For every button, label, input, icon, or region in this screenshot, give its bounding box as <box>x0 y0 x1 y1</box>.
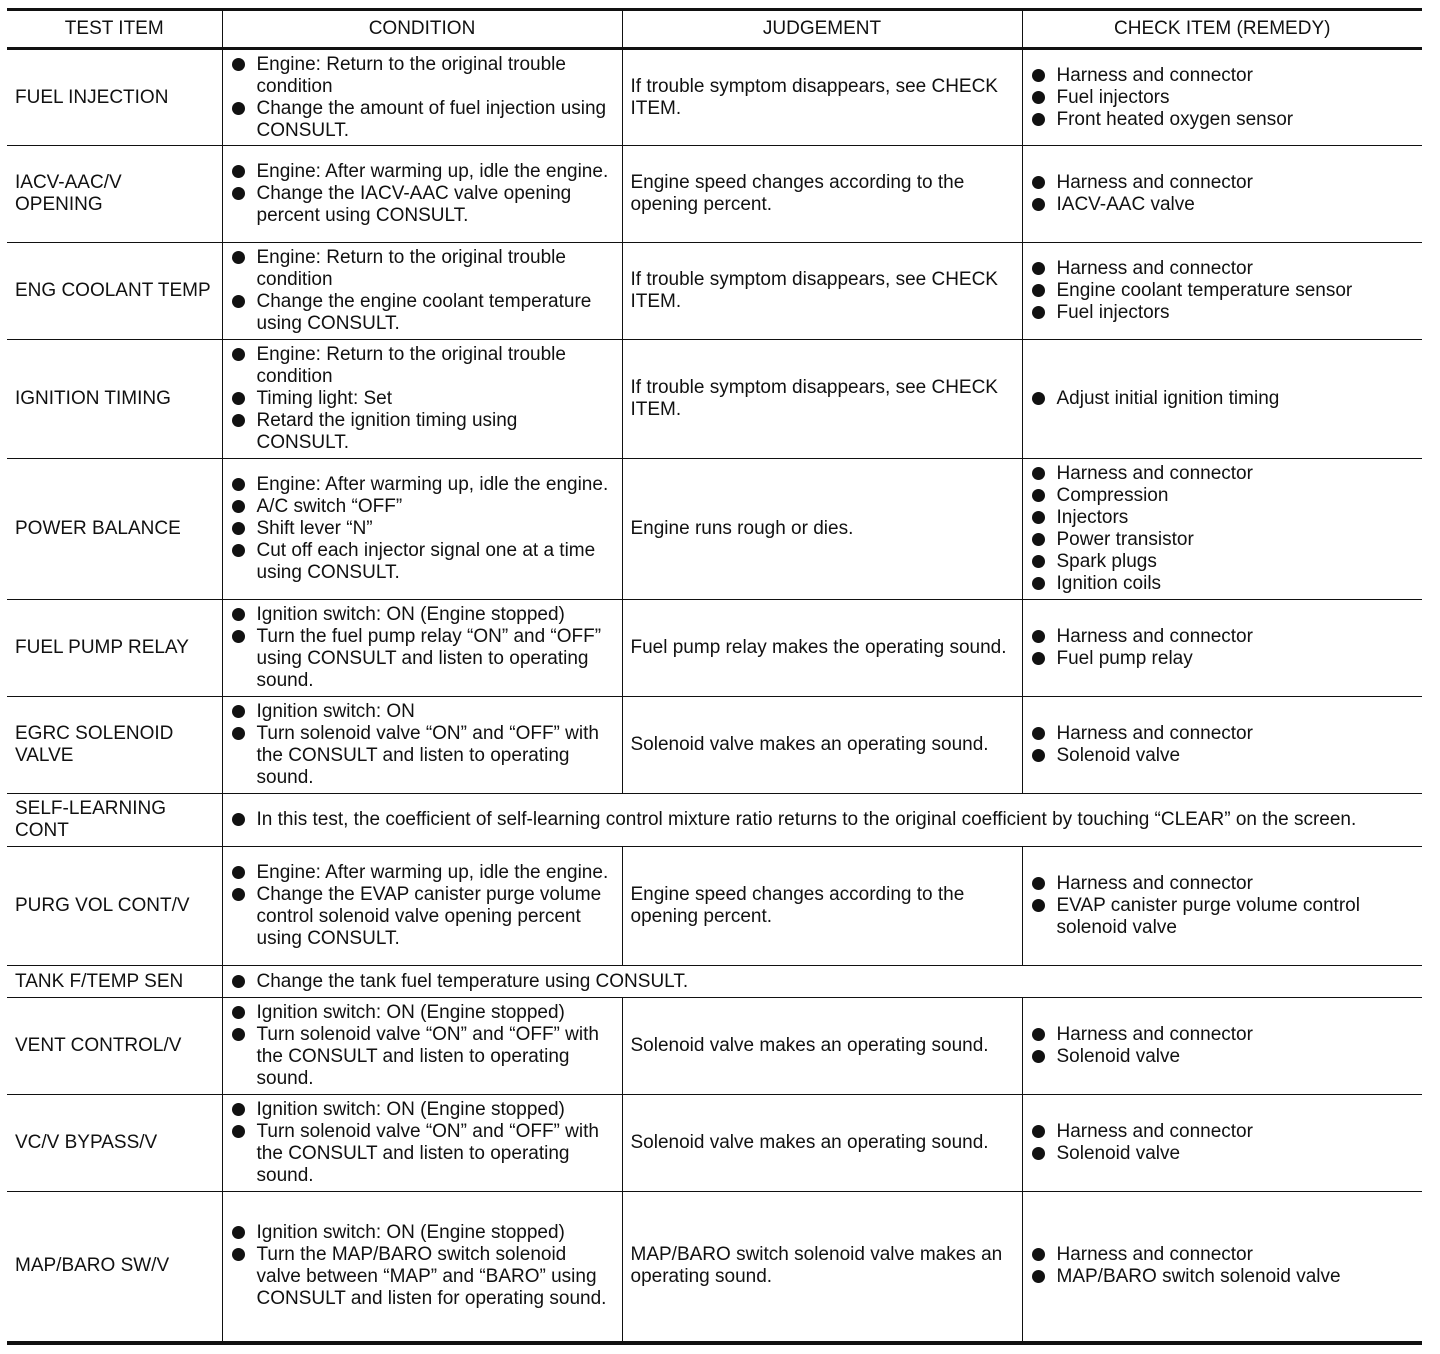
table-row <box>7 243 1422 340</box>
condition-cell <box>222 459 622 600</box>
condition-cell <box>222 1095 622 1192</box>
judgement-cell: If trouble symptom disappears, see CHECK ITEM. <box>622 243 1022 340</box>
bullet-item: Ignition coils <box>1031 573 1415 595</box>
judgement-cell: Engine speed changes according to the opening percent. <box>622 146 1022 243</box>
header-test-item: TEST ITEM <box>7 10 222 49</box>
condition-cell <box>222 243 622 340</box>
judgement-cell: MAP/BARO switch solenoid valve makes an operating sound. <box>622 1192 1022 1343</box>
bullet-item: Fuel injectors <box>1031 302 1415 324</box>
condition-list <box>231 344 614 454</box>
check-item-list <box>1031 1244 1415 1288</box>
judgement-cell: Solenoid valve makes an operating sound. <box>622 1095 1022 1192</box>
check-item-cell <box>1022 600 1422 697</box>
bullet-item: Harness and connector <box>1031 723 1415 745</box>
check-item-cell <box>1022 1192 1422 1343</box>
table-row <box>7 794 1422 847</box>
spanning-note-cell <box>222 966 1422 998</box>
test-item-cell: FUEL PUMP RELAY <box>7 600 222 697</box>
condition-list <box>231 862 614 950</box>
condition-list <box>231 1222 614 1310</box>
bullet-item: Shift lever “N” <box>231 518 614 540</box>
bullet-item: Harness and connector <box>1031 258 1415 280</box>
bullet-item: Change the EVAP canister purge volume control solenoid valve opening percent using CONSULT. <box>231 884 614 950</box>
note-list <box>231 971 1415 993</box>
test-item-cell: IGNITION TIMING <box>7 340 222 459</box>
table-row <box>7 1095 1422 1192</box>
judgement-cell: Fuel pump relay makes the operating sound. <box>622 600 1022 697</box>
check-item-list <box>1031 388 1415 410</box>
bullet-item: Turn solenoid valve “ON” and “OFF” with the CONSULT and listen to operating sound. <box>231 723 614 789</box>
bullet-item: Fuel injectors <box>1031 87 1415 109</box>
judgement-cell: Engine runs rough or dies. <box>622 459 1022 600</box>
check-item-list <box>1031 1121 1415 1165</box>
check-item-list <box>1031 463 1415 595</box>
condition-cell <box>222 998 622 1095</box>
header-condition: CONDITION <box>222 10 622 49</box>
check-item-cell <box>1022 847 1422 966</box>
bullet-item: Change the engine coolant temperature using CONSULT. <box>231 291 614 335</box>
condition-cell <box>222 340 622 459</box>
table-row <box>7 998 1422 1095</box>
table-row <box>7 697 1422 794</box>
bullet-item: Compression <box>1031 485 1415 507</box>
condition-cell <box>222 146 622 243</box>
check-item-list <box>1031 626 1415 670</box>
bullet-item: Change the amount of fuel injection using CONSULT. <box>231 98 614 142</box>
test-item-cell: FUEL INJECTION <box>7 49 222 146</box>
header-check-item: CHECK ITEM (REMEDY) <box>1022 10 1422 49</box>
bullet-item: Injectors <box>1031 507 1415 529</box>
bullet-item: Turn the fuel pump relay “ON” and “OFF” using CONSULT and listen to operating sound. <box>231 626 614 692</box>
check-item-cell <box>1022 459 1422 600</box>
judgement-cell: Solenoid valve makes an operating sound. <box>622 998 1022 1095</box>
bullet-item: MAP/BARO switch solenoid valve <box>1031 1266 1415 1288</box>
table-row <box>7 340 1422 459</box>
condition-cell <box>222 49 622 146</box>
condition-list <box>231 604 614 692</box>
bullet-item: Harness and connector <box>1031 873 1415 895</box>
bullet-item: Engine: Return to the original trouble condition <box>231 247 614 291</box>
header-judgement: JUDGEMENT <box>622 10 1022 49</box>
bullet-item: In this test, the coefficient of self-learning control mixture ratio returns to the original coefficient by touching “CLEAR” on the screen. <box>231 809 1415 831</box>
table-row <box>7 847 1422 966</box>
judgement-cell: If trouble symptom disappears, see CHECK ITEM. <box>622 340 1022 459</box>
test-item-cell: MAP/BARO SW/V <box>7 1192 222 1343</box>
check-item-cell <box>1022 697 1422 794</box>
test-item-cell: VENT CONTROL/V <box>7 998 222 1095</box>
condition-list <box>231 474 614 584</box>
test-item-cell: EGRC SOLENOID VALVE <box>7 697 222 794</box>
check-item-list <box>1031 172 1415 216</box>
condition-cell <box>222 697 622 794</box>
bullet-item: Spark plugs <box>1031 551 1415 573</box>
bullet-item: Engine: Return to the original trouble condition <box>231 54 614 98</box>
bullet-item: Adjust initial ignition timing <box>1031 388 1415 410</box>
table-row <box>7 966 1422 998</box>
bullet-item: Turn the MAP/BARO switch solenoid valve between “MAP” and “BARO” using CONSULT and listen for operating sound. <box>231 1244 614 1310</box>
condition-list <box>231 54 614 142</box>
note-list <box>231 809 1415 831</box>
check-item-cell <box>1022 340 1422 459</box>
bullet-item: Ignition switch: ON (Engine stopped) <box>231 1002 614 1024</box>
condition-list <box>231 247 614 335</box>
check-item-list <box>1031 1024 1415 1068</box>
test-item-cell: PURG VOL CONT/V <box>7 847 222 966</box>
bullet-item: Engine coolant temperature sensor <box>1031 280 1415 302</box>
bullet-item: Engine: After warming up, idle the engine. <box>231 474 614 496</box>
check-item-cell <box>1022 49 1422 146</box>
bullet-item: Power transistor <box>1031 529 1415 551</box>
bullet-item: Ignition switch: ON (Engine stopped) <box>231 1222 614 1244</box>
check-item-cell <box>1022 243 1422 340</box>
table-row <box>7 1192 1422 1343</box>
bullet-item: Turn solenoid valve “ON” and “OFF” with the CONSULT and listen to operating sound. <box>231 1121 614 1187</box>
judgement-cell: Solenoid valve makes an operating sound. <box>622 697 1022 794</box>
bullet-item: Turn solenoid valve “ON” and “OFF” with the CONSULT and listen to operating sound. <box>231 1024 614 1090</box>
bullet-item: Harness and connector <box>1031 1024 1415 1046</box>
bullet-item: Harness and connector <box>1031 172 1415 194</box>
header-row <box>7 10 1422 49</box>
bullet-item: Solenoid valve <box>1031 1143 1415 1165</box>
bullet-item: A/C switch “OFF” <box>231 496 614 518</box>
test-item-cell: POWER BALANCE <box>7 459 222 600</box>
test-item-cell: ENG COOLANT TEMP <box>7 243 222 340</box>
judgement-cell: Engine speed changes according to the opening percent. <box>622 847 1022 966</box>
bullet-item: Change the IACV-AAC valve opening percent using CONSULT. <box>231 183 614 227</box>
bullet-item: Fuel pump relay <box>1031 648 1415 670</box>
bullet-item: Ignition switch: ON <box>231 701 614 723</box>
check-item-cell <box>1022 146 1422 243</box>
bullet-item: Retard the ignition timing using CONSULT. <box>231 410 614 454</box>
check-item-list <box>1031 723 1415 767</box>
bullet-item: IACV-AAC valve <box>1031 194 1415 216</box>
bullet-item: Harness and connector <box>1031 1244 1415 1266</box>
condition-list <box>231 1002 614 1090</box>
check-item-list <box>1031 258 1415 324</box>
active-test-table <box>7 8 1422 1345</box>
bullet-item: Engine: After warming up, idle the engine. <box>231 862 614 884</box>
bullet-item: Ignition switch: ON (Engine stopped) <box>231 604 614 626</box>
condition-cell <box>222 600 622 697</box>
table-row <box>7 600 1422 697</box>
bullet-item: Solenoid valve <box>1031 1046 1415 1068</box>
table-row <box>7 459 1422 600</box>
condition-cell <box>222 1192 622 1343</box>
bullet-item: Change the tank fuel temperature using CONSULT. <box>231 971 1415 993</box>
bullet-item: Harness and connector <box>1031 65 1415 87</box>
check-item-list <box>1031 65 1415 131</box>
table-row <box>7 146 1422 243</box>
check-item-list <box>1031 873 1415 939</box>
bullet-item: Harness and connector <box>1031 1121 1415 1143</box>
condition-cell <box>222 847 622 966</box>
bullet-item: Engine: After warming up, idle the engine. <box>231 161 614 183</box>
bullet-item: Timing light: Set <box>231 388 614 410</box>
condition-list <box>231 161 614 227</box>
bullet-item: Cut off each injector signal one at a time using CONSULT. <box>231 540 614 584</box>
bullet-item: Harness and connector <box>1031 463 1415 485</box>
condition-list <box>231 701 614 789</box>
test-item-cell: TANK F/TEMP SEN <box>7 966 222 998</box>
test-item-cell: VC/V BYPASS/V <box>7 1095 222 1192</box>
spanning-note-cell <box>222 794 1422 847</box>
check-item-cell <box>1022 998 1422 1095</box>
bullet-item: Ignition switch: ON (Engine stopped) <box>231 1099 614 1121</box>
bullet-item: Front heated oxygen sensor <box>1031 109 1415 131</box>
judgement-cell: If trouble symptom disappears, see CHECK ITEM. <box>622 49 1022 146</box>
test-item-cell: SELF-LEARNING CONT <box>7 794 222 847</box>
bullet-item: Harness and connector <box>1031 626 1415 648</box>
test-item-cell: IACV-AAC/V OPENING <box>7 146 222 243</box>
table-row <box>7 49 1422 146</box>
bullet-item: Engine: Return to the original trouble condition <box>231 344 614 388</box>
check-item-cell <box>1022 1095 1422 1192</box>
bullet-item: Solenoid valve <box>1031 745 1415 767</box>
bullet-item: EVAP canister purge volume control solenoid valve <box>1031 895 1415 939</box>
condition-list <box>231 1099 614 1187</box>
